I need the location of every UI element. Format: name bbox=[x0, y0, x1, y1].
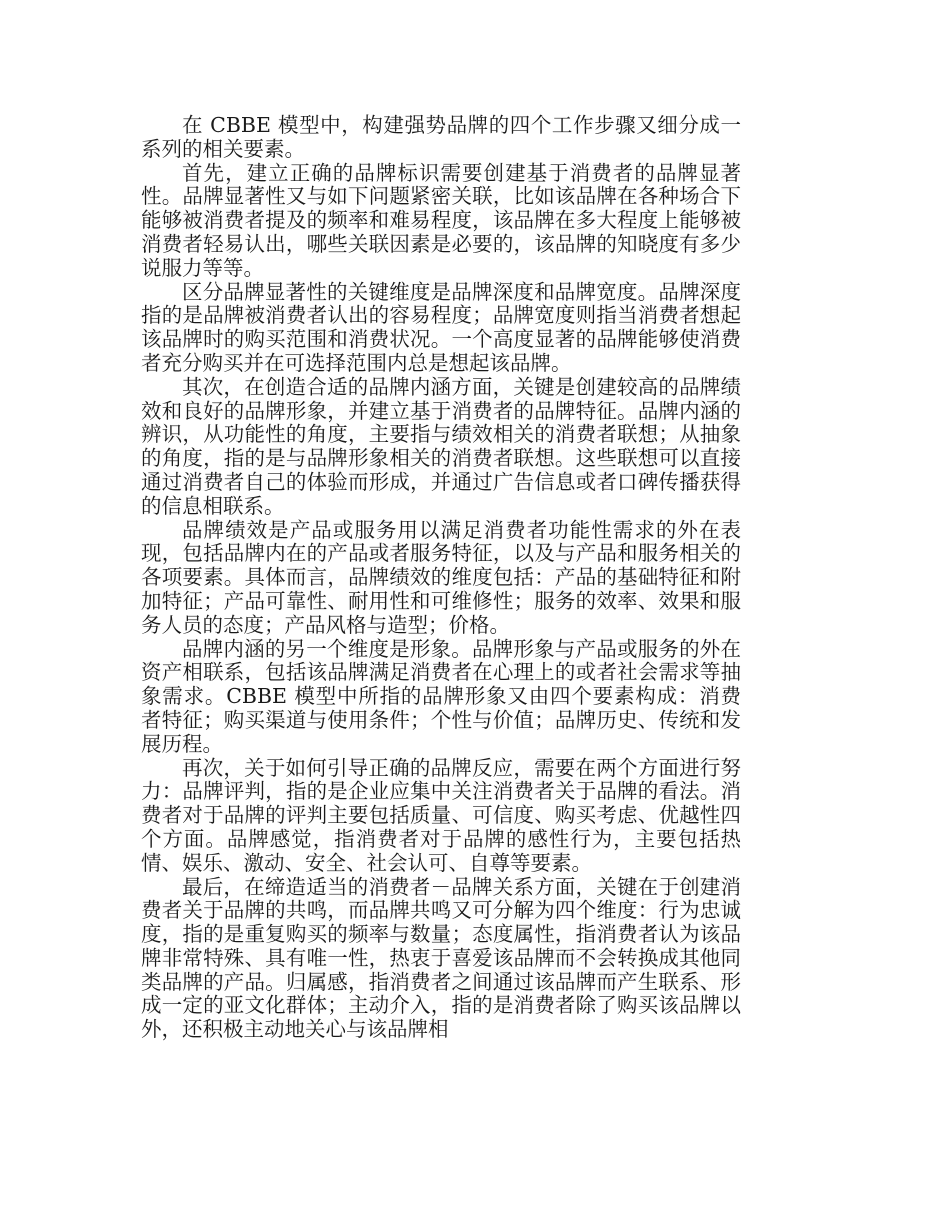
paragraph-4: 其次，在创造合适的品牌内涵方面，关键是创建较高的品牌绩效和良好的品牌形象，并建立基于消费者的品牌特征。品牌内涵的辨识，从功能性的角度，主要指与绩效相关的消费者联想；从抽象的角度，指的是与品牌形象相关的消费者联想。这些联想可以直接通过消费者自己的体验而形成，并通过广告信息或者口碑传播获得的信息相联系。 bbox=[141, 374, 741, 518]
paragraph-8: 最后，在缔造适当的消费者－品牌关系方面，关键在于创建消费者关于品牌的共鸣，而品牌共鸣又可分解为四个维度：行为忠诚度，指的是重复购买的频率与数量；态度属性，指消费者认为该品牌非常特殊、具有唯一性，热衷于喜爱该品牌而不会转换成其他同类品牌的产品。归属感，指消费者之间通过该品牌而产生联系、形成一定的亚文化群体；主动介入，指的是消费者除了购买该品牌以外，还积极主动地关心与该品牌相 bbox=[141, 874, 741, 1042]
paragraph-6: 品牌内涵的另一个维度是形象。品牌形象与产品或服务的外在资产相联系，包括该品牌满足消费者在心理上的或者社会需求等抽象需求。CBBE 模型中所指的品牌形象又由四个要素构成：消费者特征；购买渠道与使用条件；个性与价值；品牌历史、传统和发展历程。 bbox=[141, 636, 741, 756]
paragraph-7: 再次，关于如何引导正确的品牌反应，需要在两个方面进行努力：品牌评判，指的是企业应集中关注消费者关于品牌的看法。消费者对于品牌的评判主要包括质量、可信度、购买考虑、优越性四个方面。品牌感觉，指消费者对于品牌的感性行为，主要包括热情、娱乐、激动、安全、社会认可、自尊等要素。 bbox=[141, 755, 741, 875]
paragraph-1: 在 CBBE 模型中，构建强势品牌的四个工作步骤又细分成一系列的相关要素。 bbox=[141, 113, 741, 161]
paragraph-3: 区分品牌显著性的关键维度是品牌深度和品牌宽度。品牌深度指的是品牌被消费者认出的容易程度；品牌宽度则指当消费者想起该品牌时的购买范围和消费状况。一个高度显著的品牌能够使消费者充分购买并在可选择范围内总是想起该品牌。 bbox=[141, 279, 741, 375]
document-body bbox=[141, 114, 741, 1042]
paragraph-5: 品牌绩效是产品或服务用以满足消费者功能性需求的外在表现，包括品牌内在的产品或者服务特征，以及与产品和服务相关的各项要素。具体而言，品牌绩效的维度包括：产品的基础特征和附加特征；产品可靠性、耐用性和可维修性；服务的效率、效果和服务人员的态度；产品风格与造型；价格。 bbox=[141, 517, 741, 637]
paragraph-2: 首先，建立正确的品牌标识需要创建基于消费者的品牌显著性。品牌显著性又与如下问题紧密关联，比如该品牌在各种场合下能够被消费者提及的频率和难易程度，该品牌在多大程度上能够被消费者轻易认出，哪些关联因素是必要的，该品牌的知晓度有多少说服力等等。 bbox=[141, 160, 741, 280]
